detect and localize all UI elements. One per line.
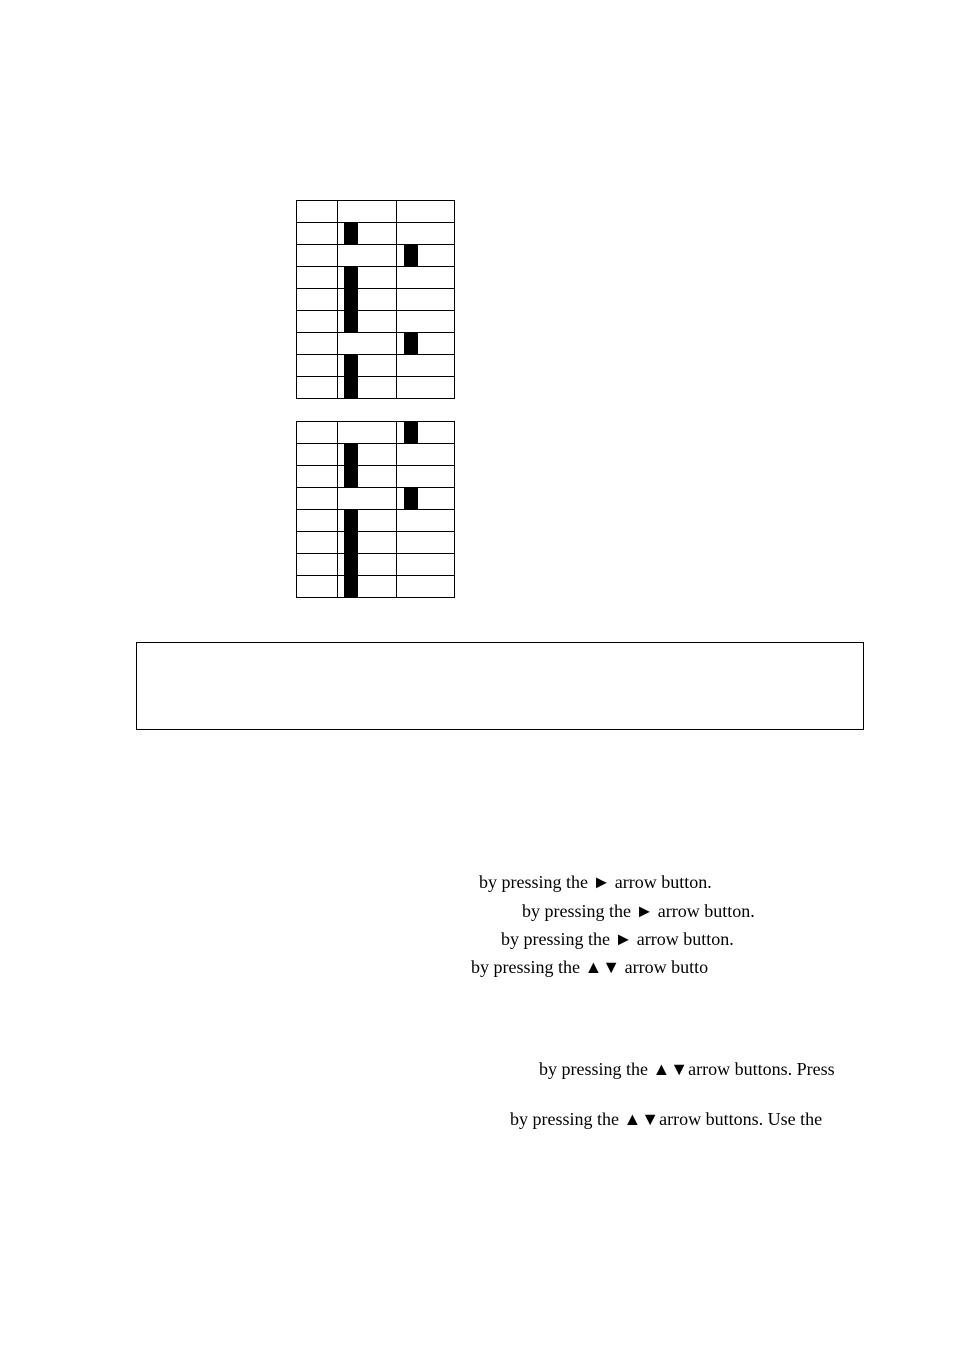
switch-label-cell	[297, 576, 338, 598]
switch-label-cell	[297, 223, 338, 245]
instruction-line-5: by pressing the ▲▼arrow buttons. Press	[539, 1059, 835, 1079]
switch-position-off	[397, 311, 455, 333]
switch-label-cell	[297, 510, 338, 532]
switch-position-off	[397, 267, 455, 289]
switch-row	[297, 532, 455, 554]
switch-row	[297, 223, 455, 245]
switch-position-on	[338, 355, 397, 377]
switch-row	[297, 333, 455, 355]
switch-label-cell	[297, 289, 338, 311]
switch-row	[297, 576, 455, 598]
switch-label-cell	[297, 466, 338, 488]
switch-position-on	[338, 510, 397, 532]
switch-position-off	[338, 245, 397, 267]
switch-position-off	[338, 488, 397, 510]
switch-row	[297, 355, 455, 377]
switch-position-off	[338, 422, 397, 444]
dip-switch-table-2-body	[297, 422, 455, 598]
switch-label-cell	[297, 355, 338, 377]
switch-position-on	[338, 444, 397, 466]
switch-row	[297, 422, 455, 444]
switch-position-off	[397, 554, 455, 576]
instruction-line-6: by pressing the ▲▼arrow buttons. Use the	[510, 1109, 823, 1129]
switch-position-on	[338, 223, 397, 245]
switch-position-on	[338, 377, 397, 399]
dip-switch-table-2	[296, 421, 455, 598]
switch-row	[297, 245, 455, 267]
switch-row	[297, 488, 455, 510]
instruction-line-2: by pressing the ► arrow button.	[522, 901, 755, 921]
switch-row	[297, 554, 455, 576]
note-box	[136, 642, 864, 730]
switch-position-on	[338, 267, 397, 289]
switch-position-off	[397, 355, 455, 377]
switch-row	[297, 444, 455, 466]
switch-label-cell	[297, 488, 338, 510]
switch-position-off	[338, 333, 397, 355]
switch-position-on	[338, 311, 397, 333]
switch-label-cell	[297, 377, 338, 399]
switch-position-off	[397, 223, 455, 245]
switch-position-off	[397, 532, 455, 554]
switch-position-on	[397, 422, 455, 444]
switch-label-cell	[297, 201, 338, 223]
switch-position-on	[338, 289, 397, 311]
dip-switch-table-1-body	[297, 201, 455, 399]
switch-row	[297, 466, 455, 488]
switch-label-cell	[297, 554, 338, 576]
switch-position-on	[397, 333, 455, 355]
switch-label-cell	[297, 532, 338, 554]
switch-position-off	[397, 289, 455, 311]
switch-position-on	[338, 554, 397, 576]
switch-position-off	[397, 510, 455, 532]
switch-row	[297, 267, 455, 289]
switch-label-cell	[297, 245, 338, 267]
instruction-line-3: by pressing the ► arrow button.	[501, 929, 734, 949]
dip-switch-table-1	[296, 200, 455, 399]
switch-position-off	[397, 377, 455, 399]
switch-position-on	[397, 245, 455, 267]
instruction-line-1: by pressing the ► arrow button.	[479, 872, 712, 892]
switch-label-cell	[297, 333, 338, 355]
switch-position-off	[397, 444, 455, 466]
switch-row	[297, 311, 455, 333]
switch-position-on	[397, 488, 455, 510]
switch-position-on	[338, 576, 397, 598]
switch-label-cell	[297, 267, 338, 289]
switch-position-off	[397, 576, 455, 598]
switch-row	[297, 201, 455, 223]
switch-position-off	[397, 201, 455, 223]
switch-row	[297, 510, 455, 532]
switch-position-off	[338, 201, 397, 223]
switch-label-cell	[297, 311, 338, 333]
switch-label-cell	[297, 444, 338, 466]
switch-label-cell	[297, 422, 338, 444]
switch-row	[297, 377, 455, 399]
switch-position-off	[397, 466, 455, 488]
instruction-line-4: by pressing the ▲▼ arrow butto	[471, 957, 709, 977]
switch-position-on	[338, 532, 397, 554]
switch-position-on	[338, 466, 397, 488]
switch-row	[297, 289, 455, 311]
